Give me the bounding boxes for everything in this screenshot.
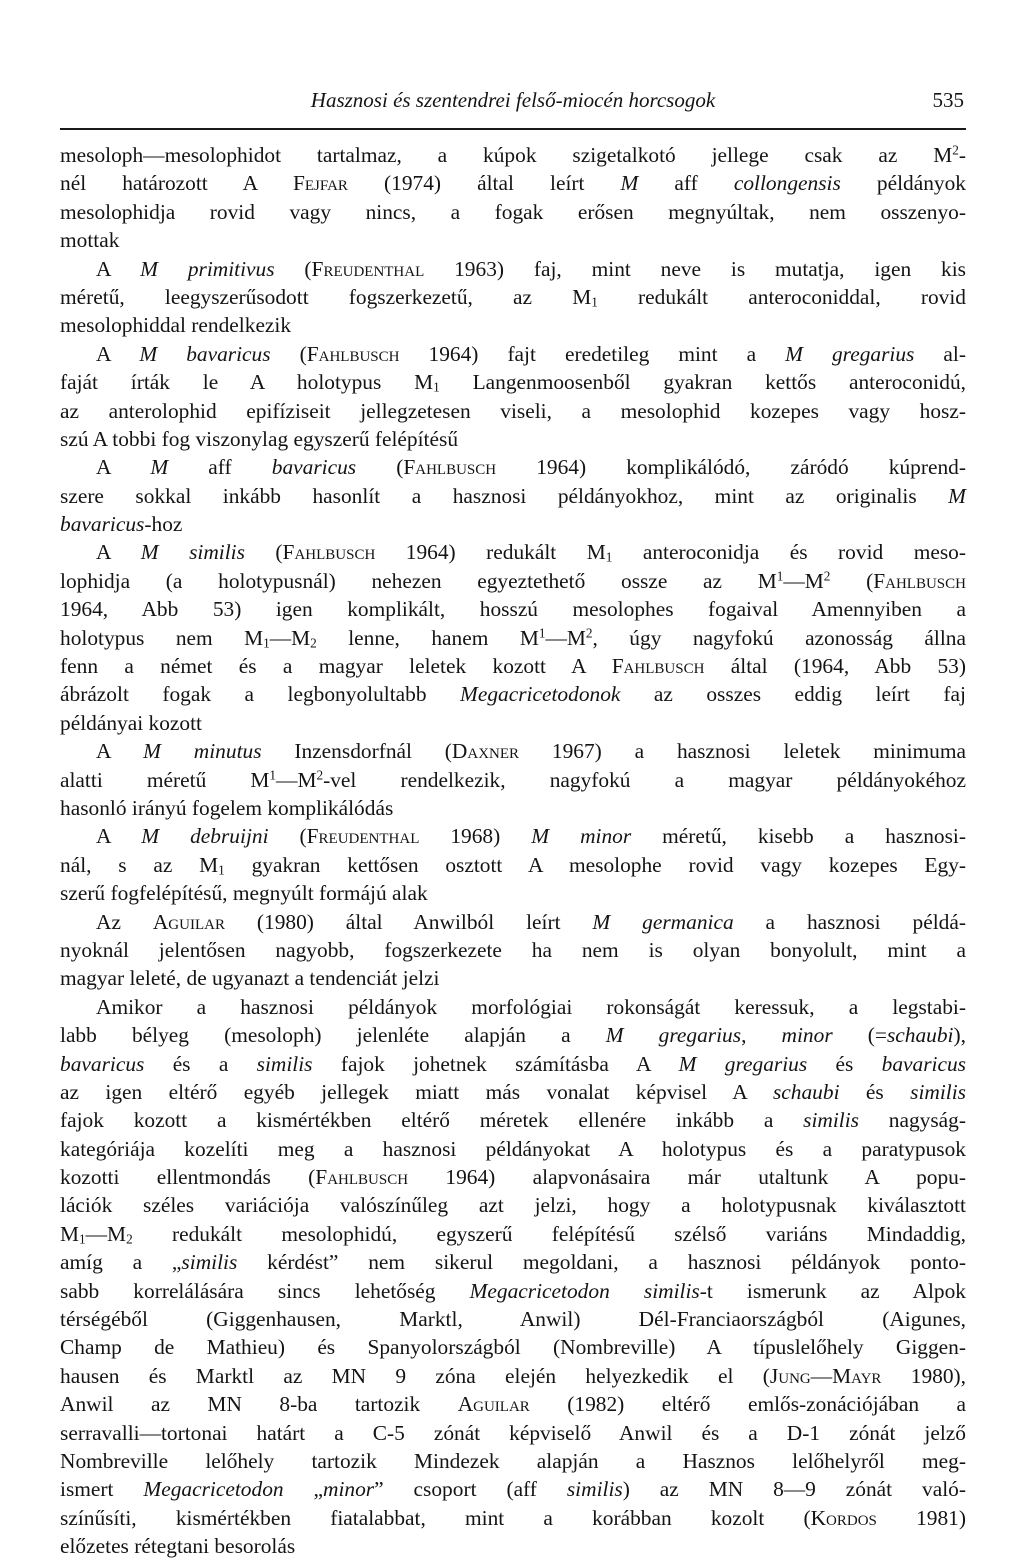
running-title: Hasznosi és szentendrei felső-miocén horcsogok: [310, 88, 716, 112]
text-line: szere sokkal inkább hasonlít a hasznosi példányokhoz, mint az originalis M: [60, 483, 966, 508]
text-line: nál, s az $M_1$ gyakran kettősen osztott A mesolophe rovid vagy kozepes Egy-: [60, 852, 967, 878]
text-line: holotypus nem $M_1—M_2$ lenne, hanem $M^1—M^2$, úgy nagyfokú azonosság állna: [60, 625, 966, 651]
text-line: mesolophiddal rendelkezik: [60, 313, 292, 338]
text-line: kozotti ellentmondás (Fahlbusch 1964) alapvonásaira már utaltunk A popu-: [60, 1165, 966, 1190]
text-line: A M similis (Fahlbusch 1964) redukált $M_1$ anteroconidja és rovid meso-: [96, 540, 966, 566]
text-line: lophidja (a holotypusnál) nehezen egyeztethető ossze az $M^1—M^2$ (Fahlbusch: [60, 568, 966, 593]
text-line: nyoknál jelentősen nagyobb, fogszerkezete ha nem is olyan bonyolult, mint a: [60, 937, 966, 962]
text-line: magyar leleté, de ugyanazt a tendenciát jelzi: [60, 966, 440, 991]
text-line: nél határozott A Fejfar (1974) által leírt M aff collongensis példányok: [60, 171, 966, 196]
text-line: szú A tobbi fog viszonylag egyszerű felépítésű: [60, 426, 459, 451]
text-line: mottak: [60, 228, 120, 253]
text-line: hasonló irányú fogelem komplikálódás: [60, 795, 394, 820]
text-line: 1964, Abb 53) igen komplikált, hosszú mesolophes fogaival Amennyiben a: [60, 597, 966, 622]
text-line: Nombreville lelőhely tartozik Mindezek alapján a Hasznos lelőhelyről meg-: [60, 1448, 966, 1473]
text-line: Az Aguilar (1980) által Anwilból leírt M germanica a hasznosi példá-: [96, 909, 966, 934]
text-line: fenn a német és a magyar leletek kozott A Fahlbusch által (1964, Abb 53): [60, 654, 966, 679]
text-line: serravalli—tortonai határt a C-5 zónát képviselő Anwil és a D-1 zónát jelző: [60, 1420, 966, 1445]
text-line: labb bélyeg (mesoloph) jelenléte alapján a M gregarius, minor (=schaubi),: [60, 1023, 966, 1048]
text-line: A M minutus Inzensdorfnál (Daxner 1967) a hasznosi leletek minimuma: [96, 739, 966, 764]
text-line: alatti méretű $M^1—M^2$-vel rendelkezik, nagyfokú a magyar példányokéhoz: [60, 767, 966, 792]
text-line: A M primitivus (Freudenthal 1963) faj, mint neve is mutatja, igen kis: [96, 256, 966, 281]
text-line: fajok kozott a kismértékben eltérő méretek ellenére inkább a similis nagyság-: [60, 1108, 966, 1133]
text-line: ismert Megacricetodon „minor” csoport (aff similis) az MN 8—9 zónát való-: [60, 1477, 966, 1502]
text-line: bavaricus és a similis fajok johetnek számításba A M gregarius és bavaricus: [60, 1051, 967, 1076]
text-line: előzetes rétegtani besorolás: [60, 1534, 296, 1559]
header-rule: [60, 128, 966, 130]
text-line: az igen eltérő egyéb jellegek miatt más vonalat képvisel A schaubi és similis: [60, 1079, 966, 1104]
text-line: mesoloph—mesolophidot tartalmaz, a kúpok szigetalkotó jellege csak az $M^2-$: [60, 142, 966, 167]
text-line: mesolophidja rovid vagy nincs, a fogak erősen megnyúltak, nem osszenyo-: [60, 199, 966, 224]
text-line: Champ de Mathieu) és Spanyolországból (Nombreville) A típuslelőhely Giggen-: [60, 1335, 966, 1360]
text-line: kategóriája kozelíti meg a hasznosi példányokat A holotypus és a paratypusok: [60, 1136, 966, 1161]
text-line: A M bavaricus (Fahlbusch 1964) fajt eredetileg mint a M gregarius al-: [96, 341, 966, 366]
text-line: A M aff bavaricus (Fahlbusch 1964) komplikálódó, záródó kúprend-: [96, 455, 966, 480]
text-line: sabb korrelálására sincs lehetőség Megacricetodon similis-t ismerunk az Alpok: [60, 1278, 966, 1303]
text-line: példányai kozott: [60, 710, 202, 735]
text-line: hausen és Marktl az MN 9 zóna elején helyezkedik el (Jung—Mayr 1980),: [60, 1363, 967, 1388]
text-line: Anwil az MN 8-ba tartozik Aguilar (1982) eltérő emlős-zonációjában a: [60, 1392, 966, 1417]
text-line: A M debruijni (Freudenthal 1968) M minor méretű, kisebb a hasznosi-: [96, 824, 966, 849]
text-line: térségéből (Giggenhausen, Marktl, Anwil) Dél-Franciaországból (Aigunes,: [60, 1307, 966, 1332]
text-line: bavaricus-hoz: [60, 512, 183, 537]
text-line: faját írták le A holotypus $M_1$ Langenmoosenből gyakran kettős anteroconidú,: [60, 370, 966, 395]
text-line: $M_1—M_2$ redukált mesolophidú, egyszerű felépítésű szélső variáns Mindaddig,: [60, 1221, 966, 1247]
body-text: [60, 141, 966, 1561]
text-line: Amikor a hasznosi példányok morfológiai rokonságát keressuk, a legstabi-: [96, 994, 966, 1019]
text-line: szerű fogfelépítésű, megnyúlt formájú alak: [60, 881, 428, 906]
text-line: lációk széles variációja valószínűleg azt jelzi, hogy a holotypusnak kiválasztott: [60, 1193, 966, 1218]
text-line: amíg a „similis kérdést” nem sikerul megoldani, a hasznosi példányok ponto-: [60, 1250, 966, 1275]
text-line: az anterolophid epifíziseit jellegzetesen viseli, a mesolophid kozepes vagy hosz-: [60, 398, 966, 423]
running-head: [60, 86, 966, 116]
text-line: ábrázolt fogak a legbonyolultabb Megacricetodonok az osszes eddig leírt faj: [60, 682, 966, 707]
page-number: 535: [932, 88, 964, 112]
text-line: méretű, leegyszerűsodott fogszerkezetű, az $M_1$ redukált anteroconiddal, rovid: [60, 284, 967, 310]
text-line: színűsíti, kismértékben fiatalabbat, mint a korábban kozolt (Kordos 1981): [60, 1505, 966, 1530]
